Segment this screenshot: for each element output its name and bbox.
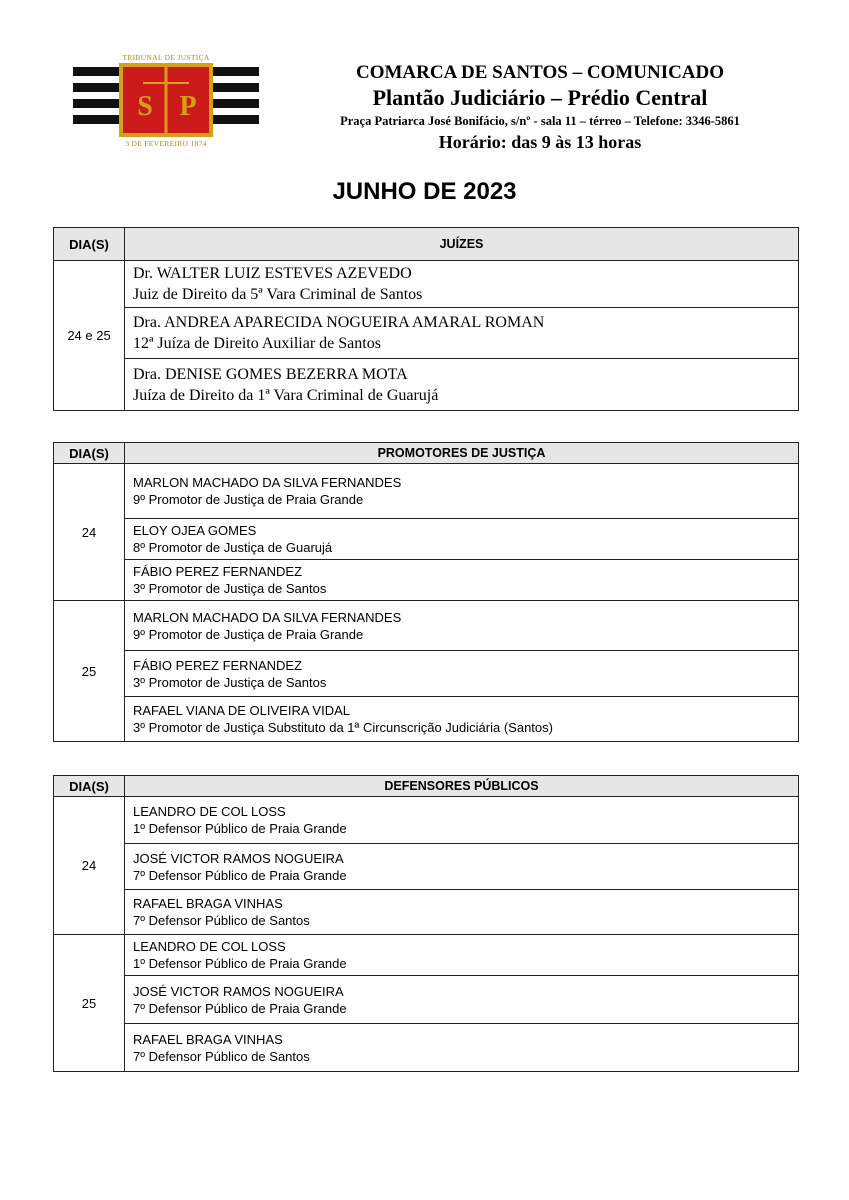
table-row — [54, 697, 799, 742]
defender-entry — [125, 890, 799, 935]
prosecutor-name: ELOY OJEA GOMES — [133, 523, 257, 538]
court-logo — [73, 53, 259, 153]
table-header-row — [54, 776, 799, 797]
column-header-judges: JUÍZES — [125, 228, 799, 261]
table-row — [54, 601, 799, 651]
judge-role: Juíza de Direito da 1ª Vara Criminal de Guarujá — [133, 386, 439, 404]
svg-text:S: S — [137, 91, 153, 122]
judge-name: Dra. ANDREA APARECIDA NOGUEIRA AMARAL ROMAN — [133, 314, 545, 331]
defender-entry — [125, 976, 799, 1024]
judge-entry — [125, 261, 799, 308]
judge-name: Dr. WALTER LUIZ ESTEVES AZEVEDO — [133, 265, 412, 282]
prosecutors-table — [53, 442, 799, 742]
judges-table — [53, 227, 799, 411]
column-header-day: DIA(S) — [54, 228, 125, 261]
defender-name: RAFAEL BRAGA VINHAS — [133, 896, 283, 911]
table-row — [54, 261, 799, 308]
defender-entry — [125, 844, 799, 890]
prosecutor-entry — [125, 464, 799, 519]
header-plantao: Plantão Judiciário – Prédio Central — [372, 85, 708, 110]
defenders-table — [53, 775, 799, 1072]
day-cell: 25 — [54, 601, 125, 742]
prosecutor-name: MARLON MACHADO DA SILVA FERNANDES — [133, 609, 402, 625]
judge-entry — [125, 308, 799, 359]
header-schedule: Horário: das 9 às 13 horas — [438, 132, 642, 152]
defender-role: 7º Defensor Público de Santos — [133, 1048, 310, 1064]
prosecutor-name: MARLON MACHADO DA SILVA FERNANDES — [133, 475, 402, 490]
prosecutor-entry — [125, 651, 799, 697]
defender-role: 7º Defensor Público de Praia Grande — [133, 867, 347, 883]
defender-entry — [125, 1024, 799, 1072]
prosecutor-entry — [125, 697, 799, 742]
defender-name: JOSÉ VICTOR RAMOS NOGUEIRA — [133, 850, 344, 866]
prosecutor-role: 3º Promotor de Justiça de Santos — [133, 674, 327, 690]
day-cell: 24 — [54, 464, 125, 601]
column-header-day: DIA(S) — [54, 443, 125, 464]
day-cell: 24 e 25 — [54, 261, 125, 411]
defender-name: JOSÉ VICTOR RAMOS NOGUEIRA — [133, 983, 344, 999]
defender-role: 7º Defensor Público de Santos — [133, 913, 310, 928]
logo-bottom-text: 3 DE FEVEREIRO 1874 — [125, 139, 207, 148]
judge-role: 12ª Juíza de Direito Auxiliar de Santos — [133, 335, 381, 352]
table-row — [54, 651, 799, 697]
column-header-defenders: DEFENSORES PÚBLICOS — [125, 776, 799, 797]
prosecutor-entry — [125, 560, 799, 601]
table-row — [54, 844, 799, 890]
defender-entry — [125, 797, 799, 844]
prosecutor-role: 8º Promotor de Justiça de Guarujá — [133, 540, 333, 555]
table-row — [54, 308, 799, 359]
defender-name: RAFAEL BRAGA VINHAS — [133, 1031, 283, 1047]
document-header — [290, 62, 790, 154]
page-title: JUNHO DE 2023 — [332, 178, 517, 205]
header-address: Praça Patriarca José Bonifácio, s/nº - sala 11 – térreo – Telefone: 3346-5861 — [340, 114, 740, 128]
table-row — [54, 797, 799, 844]
table-row — [54, 890, 799, 935]
table-row — [54, 976, 799, 1024]
prosecutor-entry — [125, 519, 799, 560]
header-comarca: COMARCA DE SANTOS – COMUNICADO — [355, 62, 725, 83]
table-row — [54, 359, 799, 411]
table-row — [54, 560, 799, 601]
table-header-row — [54, 228, 799, 261]
logo-top-text: TRIBUNAL DE JUSTIÇA — [122, 53, 210, 62]
table-row — [54, 1024, 799, 1072]
table-header-row — [54, 443, 799, 464]
prosecutor-name: FÁBIO PEREZ FERNANDEZ — [133, 564, 303, 579]
prosecutor-name: RAFAEL VIANA DE OLIVEIRA VIDAL — [133, 703, 350, 718]
defender-role: 7º Defensor Público de Praia Grande — [133, 1000, 347, 1016]
table-row — [54, 519, 799, 560]
column-header-prosecutors: PROMOTORES DE JUSTIÇA — [125, 443, 799, 464]
prosecutor-role: 9º Promotor de Justiça de Praia Grande — [133, 492, 364, 507]
prosecutor-name: FÁBIO PEREZ FERNANDEZ — [133, 657, 303, 673]
prosecutor-role: 3º Promotor de Justiça de Santos — [133, 581, 327, 596]
table-row — [54, 935, 799, 976]
prosecutor-role: 9º Promotor de Justiça de Praia Grande — [133, 626, 364, 642]
table-row — [54, 464, 799, 519]
defender-role: 1º Defensor Público de Praia Grande — [133, 956, 347, 971]
defender-name: LEANDRO DE COL LOSS — [133, 939, 286, 954]
prosecutor-entry — [125, 601, 799, 651]
sp-flag-emblem-icon — [73, 53, 259, 153]
svg-text:P: P — [179, 91, 197, 122]
judge-name: Dra. DENISE GOMES BEZERRA MOTA — [133, 365, 408, 383]
defender-entry — [125, 935, 799, 976]
judge-role: Juiz de Direito da 5ª Vara Criminal de Santos — [133, 286, 423, 303]
day-cell: 24 — [54, 797, 125, 935]
prosecutor-role: 3º Promotor de Justiça Substituto da 1ª Circunscrição Judiciária (Santos) — [133, 720, 553, 735]
day-cell: 25 — [54, 935, 125, 1072]
column-header-day: DIA(S) — [54, 776, 125, 797]
defender-role: 1º Defensor Público de Praia Grande — [133, 821, 347, 836]
judge-entry — [125, 359, 799, 411]
defender-name: LEANDRO DE COL LOSS — [133, 804, 286, 819]
